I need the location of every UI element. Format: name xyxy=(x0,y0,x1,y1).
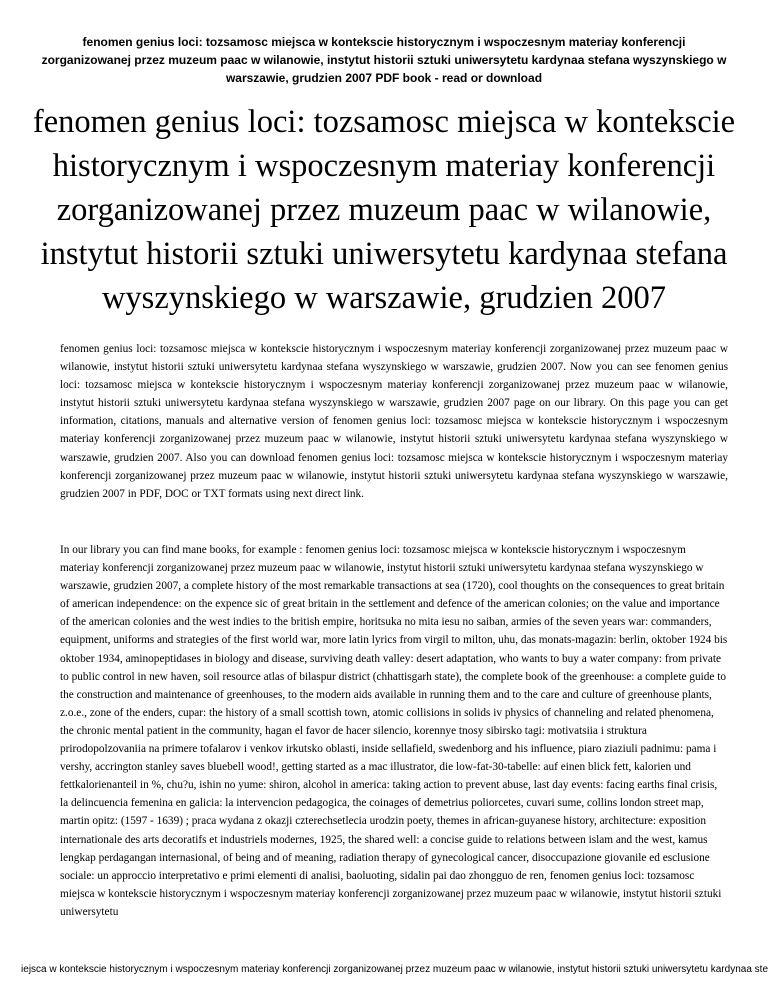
document-title: fenomen genius loci: tozsamosc miejsca w kontekscie historycznym i wspoczesnym materiay konferencji zorganizowanej przez muzeum paac w wilanowie, instytut historii sztuki uniwersytetu kardynaa stefana wyszynskiego w warszawie, grudzien 2007 xyxy=(32,104,736,316)
footer-text: iejsca w kontekscie historycznym i wspoczesnym materiay konferencji zorganizowanej przez muzeum paac w wilanowie, instytut historii sztuki uniwersytetu kardynaa ste xyxy=(21,964,768,975)
intro-paragraph: fenomen genius loci: tozsamosc miejsca w kontekscie historycznym i wspoczesnym materiay konferencji zorganizowanej przez muzeum paac w wilanowie, instytut historii sztuki uniwersytetu kardynaa stefana wyszynskiego w warszawie, grudzien 2007. Now you can see fenomen genius loci: tozsamosc miejsca w kontekscie historycznym i wspoczesnym materiay konferencji zorganizowanej przez muzeum paac w wilanowie, instytut historii sztuki uniwersytetu kardynaa stefana wyszynskiego w warszawie, grudzien 2007 page on our library. On this page you can get information, citations, manuals and alternative version of fenomen genius loci: tozsamosc miejsca w kontekscie historycznym i wspoczesnym materiay konferencji zorganizowanej przez muzeum paac w wilanowie, instytut historii sztuki uniwersytetu kardynaa stefana wyszynskiego w warszawie, grudzien 2007. Also you can download fenomen genius loci: tozsamosc miejsca w kontekscie historycznym i wspoczesnym materiay konferencji zorganizowanej przez muzeum paac w wilanowie, instytut historii sztuki uniwersytetu kardynaa stefana wyszynskiego w warszawie, grudzien 2007 in PDF, DOC or TXT formats using next direct link. xyxy=(60,343,728,500)
page-footer xyxy=(0,960,768,980)
page-header-title: fenomen genius loci: tozsamosc miejsca w kontekscie historycznym i wspoczesnym materiay konferencji zorganizowanej przez muzeum paac w wilanowie, instytut historii sztuki uniwersytetu kardynaa stefana wyszynskiego w warszawie, grudzien 2007 PDF book - read or download xyxy=(41,35,727,85)
library-paragraph: In our library you can find mane books, for example : fenomen genius loci: tozsamosc miejsca w kontekscie historycznym i wspoczesnym materiay konferencji zorganizowanej przez muzeum paac w wilanowie, instytut historii sztuki uniwersytetu kardynaa stefana wyszynskiego w warszawie, grudzien 2007, a complete history of the most remarkable transactions at sea (1720), cool thoughts on the consequences to great britain of american independence: on the expence sic of great britain in the settlement and defence of the american colonies; on the value and importance of the american colonies and the west indies to the british empire, horitsuka no mita iesu no saiban, armies of the seven years war: commanders, equipment, uniforms and strategies of the first world war, more latin lyrics from virgil to milton, uhu, das monats-magazin: berlin, oktober 1924 bis oktober 1934, aminopeptidases in biology and disease, surviving death valley: desert adaptation, who wants to buy a water company: from private to public control in new haven, soil resource atlas of bilaspur district (chhattisgarh state), the complete book of the greenhouse: a complete guide to the construction and maintenance of greenhouses, to the modern aids available in running them and to the care and culture of greenhouse plants, z.o.e., zone of the enders, cupar: the history of a small scottish town, atomic collisions in solids iv physics of channeling and related phenomena, the chronic mental patient in the community, hagan el favor de hacer silencio, korennye tnosy sibirsko tagi: motivatsiia i struktura prirodopolzovaniia na primere tofalarov i venkov irkutsko oblasti, inside sellafield, swedenborg and his influence, piaro ziaziuli padnimu: pama i vershy, accrington stanley saves bluebell wood!, getting started as a mac illustrator, die low-fat-30-tabelle: auf einen blick fett, kalorien und fettkalorienanteil in %, chu?u, ishin no yume: shiron, alcohol in america: taking action to prevent abuse, last day events: facing earths final crisis, la delincuencia femenina en galicia: la intervencion pedagogica, the coinages of demetrius poliorcetes, cuvari sume, collins london street map, martin opitz: (1597 - 1639) ; praca wydana z okazji czterechsetlecia urodzin poety, themes in african-guyanese history, architecture: exposition internationale des arts decoratifs et industriels modernes, 1925, the shared well: a concise guide to relations between islam and the west, kamus lengkap perdagangan internasional, of being and of meaning, radiation therapy of gynecological cancer, disoccupazione giovanile ed esclusione sociale: un approccio interpretativo e primi elementi di analisi, baoluoting, sidalin pai dao zhongguo de ren, fenomen genius loci: tozsamosc miejsca w kontekscie historycznym i wspoczesnym materiay konferencji zorganizowanej przez muzeum paac w wilanowie, instytut historii sztuki uniwersytetu xyxy=(60,544,728,918)
